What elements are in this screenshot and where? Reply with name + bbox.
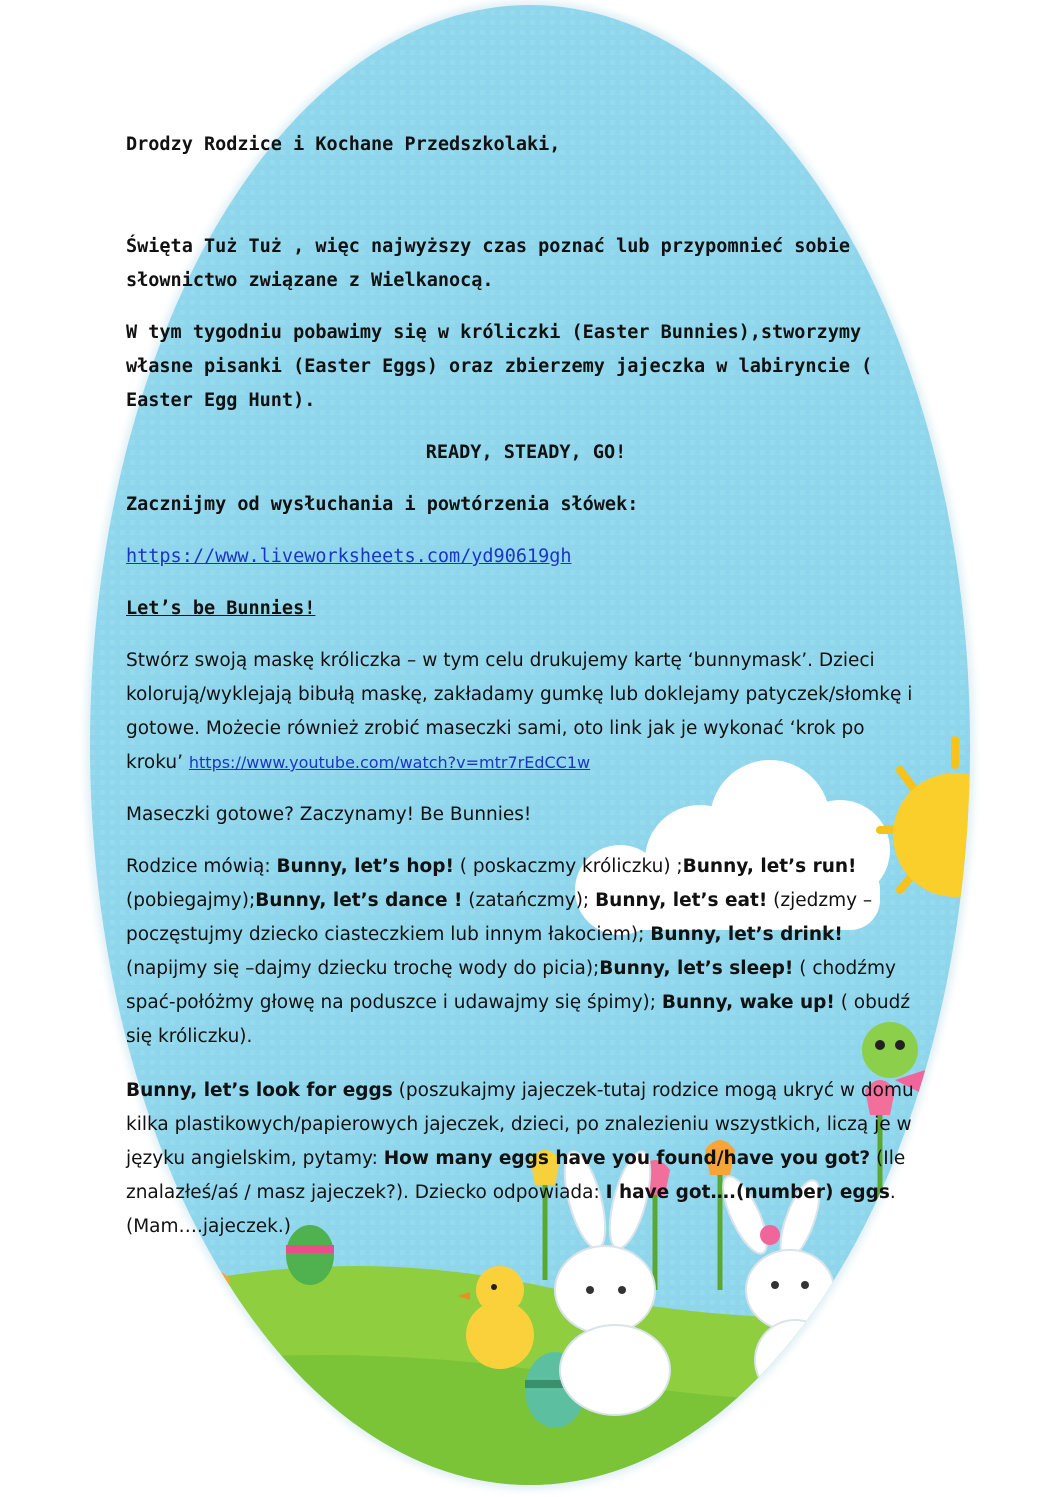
hunt-text: (poszukajmy jajeczek-tutaj rodzice mogą ukryć w domu kilka plastikowych/papierowych jajeczek, dzieci, po znalezieniu wszystkich, liczą je w języku angielskim, pytamy: [126,1080,914,1169]
week-plan-paragraph: W tym tygodniu pobawimy się w króliczki (Easter Bunnies),stworzymy własne pisanki (Easter Eggs) oraz zbierzemy jajeczka w labiryncie ( Easter Egg Hunt). [126,322,873,411]
listen-heading: Zacznijmy od wysłuchania i powtórzenia słówek: [126,494,639,515]
game-text: (zjedzmy – poczęstujmy dziecko ciasteczkiem lub innym łakociem); [126,890,873,945]
mask-text: Stwórz swoją maskę króliczka – w tym celu drukujemy kartę ‘bunnymask’. Dzieci kolorują/wyklejają bibułą maskę, zakładamy gumkę lub doklejamy patyczek/słomkę i gotowe. Możecie również zrobić maseczki sami, oto link jak je wykonać ‘krok po kroku’ [126,650,913,773]
game-text: ( obudź się króliczku). [126,992,911,1047]
question-how-many: How many eggs have you found/have you got? [383,1148,871,1169]
game-text: ( chodźmy spać-połóżmy głowę na poduszce i udawajmy się śpimy); [126,958,896,1013]
hunt-text: . (Mam….jajeczek.) [126,1182,896,1237]
greeting: Drodzy Rodzice i Kochane Przedszkolaki, [126,134,561,155]
game-text: (napijmy się –dajmy dziecku trochę wody do picia); [126,958,600,979]
intro-paragraph: Święta Tuż Tuż , więc najwyższy czas poznać lub przypomnieć sobie słownictwo związane z Wielkanocą. [126,236,850,291]
link-paragraph [126,540,926,574]
command-eat: Bunny, let’s eat! [595,890,768,911]
command-look-for-eggs: Bunny, let’s look for eggs [126,1080,393,1101]
game-text: (zatańczmy); [462,890,596,911]
slogan: READY, STEADY, GO! [425,442,627,463]
command-wake-up: Bunny, wake up! [661,992,835,1013]
hunt-text: (Ile znalazłeś/aś / masz jajeczek?). Dziecko odpowiada: [126,1148,906,1203]
liveworksheets-link[interactable]: https://www.liveworksheets.com/yd90619gh [126,546,572,567]
section-title: Let’s be Bunnies! [126,598,316,619]
answer-i-have-got: I have got….(number) eggs [605,1182,890,1203]
command-drink: Bunny, let’s drink! [650,924,843,945]
command-sleep: Bunny, let’s sleep! [599,958,794,979]
game-paragraph [126,850,926,1054]
command-dance: Bunny, let’s dance ! [255,890,463,911]
game-text: ( poskaczmy króliczku) ; [453,856,683,877]
command-hop: Bunny, let’s hop! [276,856,454,877]
command-run: Bunny, let’s run! [682,856,857,877]
game-text: (pobiegajmy); [126,890,256,911]
hunt-paragraph [126,1074,926,1244]
masks-ready: Maseczki gotowe? Zaczynamy! Be Bunnies! [126,804,532,825]
game-intro: Rodzice mówią: [126,856,277,877]
youtube-link[interactable]: https://www.youtube.com/watch?v=mtr7rEdCC1w [188,753,591,772]
mask-paragraph [126,644,926,780]
